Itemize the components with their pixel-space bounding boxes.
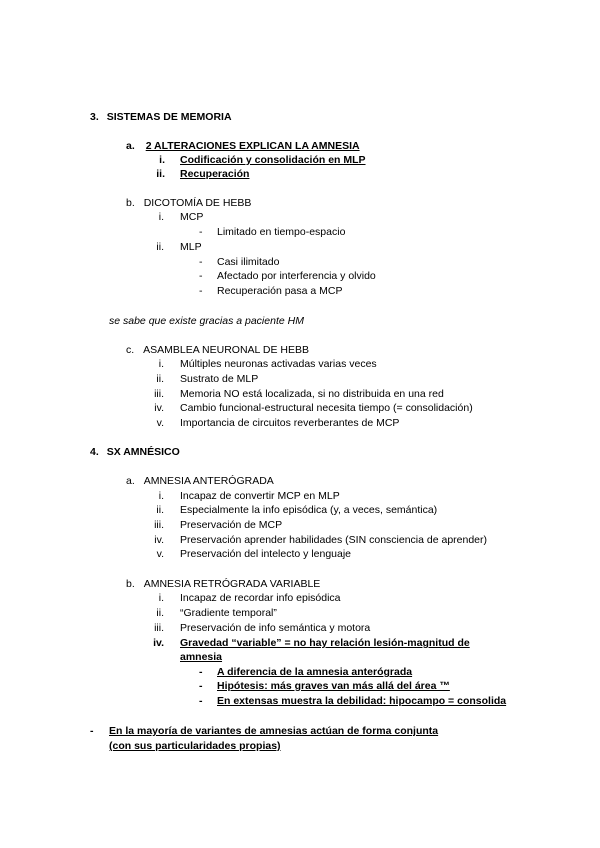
list-item xyxy=(150,548,352,561)
list-item xyxy=(150,402,473,415)
list-item xyxy=(150,534,488,547)
sub-bullet xyxy=(199,666,413,679)
sub-bullet-text: Casi ilimitado xyxy=(217,256,280,268)
item-text: MCP xyxy=(180,211,204,223)
item-text: Preservación de info semántica y motora xyxy=(180,622,371,634)
subsection-4a-marker: a. xyxy=(126,475,135,487)
item-text: Preservación de MCP xyxy=(180,519,283,531)
dash-bullet: - xyxy=(199,270,203,282)
list-item xyxy=(150,519,283,532)
subsection-4b-title: AMNESIA RETRÓGRADA VARIABLE xyxy=(143,578,321,590)
item-text: Recuperación xyxy=(180,168,250,180)
list-item xyxy=(150,417,400,430)
sub-bullet xyxy=(199,270,376,283)
dash-bullet: - xyxy=(199,256,203,268)
item-text: Múltiples neuronas activadas varias veces xyxy=(180,358,377,370)
dash-bullet: - xyxy=(199,285,203,297)
section-3-number: 3. xyxy=(90,111,99,123)
item-text: Memoria NO está localizada, si no distribuida en una red xyxy=(180,388,444,400)
item-marker: iii. xyxy=(154,519,164,531)
list-item xyxy=(150,388,444,401)
subsection-3c-title: ASAMBLEA NEURONAL DE HEBB xyxy=(143,344,310,356)
final-note xyxy=(90,725,439,738)
subsection-3a-heading xyxy=(126,140,360,153)
item-marker: ii. xyxy=(156,504,164,516)
item-marker: v. xyxy=(156,548,164,560)
item-marker: ii. xyxy=(156,607,164,619)
section-3-title: SISTEMAS DE MEMORIA xyxy=(106,111,232,123)
item-marker: ii. xyxy=(156,168,165,180)
italic-note: se sabe que existe gracias a paciente HM xyxy=(109,315,304,327)
subsection-3a-marker: a. xyxy=(126,140,135,152)
item-text: Gravedad “variable” = no hay relación lesión-magnitud de xyxy=(180,637,470,649)
item-marker: i. xyxy=(158,490,164,502)
list-item xyxy=(150,373,259,386)
list-item xyxy=(150,607,277,620)
dash-bullet: - xyxy=(199,695,203,707)
item-marker: iv. xyxy=(153,637,164,649)
list-item xyxy=(150,637,470,650)
dash-bullet: - xyxy=(199,680,203,692)
section-4-number: 4. xyxy=(90,446,99,458)
section-3-heading xyxy=(90,111,232,124)
final-note-text: En la mayoría de variantes de amnesias actúan de forma conjunta xyxy=(109,725,439,737)
list-item xyxy=(150,168,250,181)
final-note-continuation: (con sus particularidades propias) xyxy=(109,740,281,752)
list-item xyxy=(150,358,377,371)
subsection-4b-marker: b. xyxy=(126,578,135,590)
list-item xyxy=(150,592,341,605)
item-marker: iv. xyxy=(154,534,164,546)
item-marker: i. xyxy=(158,358,164,370)
item-text: Codificación y consolidación en MLP xyxy=(180,154,366,166)
item-text: Especialmente la info episódica (y, a veces, semántica) xyxy=(180,504,438,516)
section-4-title: SX AMNÉSICO xyxy=(106,446,180,458)
subsection-3b-heading xyxy=(126,197,251,210)
sub-bullet-text: Afectado por interferencia y olvido xyxy=(217,270,376,282)
item-marker: i. xyxy=(158,211,164,223)
sub-bullet xyxy=(199,226,346,239)
list-item xyxy=(150,622,371,635)
subsection-4a-title: AMNESIA ANTERÓGRADA xyxy=(143,475,274,487)
item-marker: ii. xyxy=(156,373,164,385)
list-item xyxy=(150,490,340,503)
sub-bullet xyxy=(199,680,450,693)
sub-bullet-text: Hipótesis: más graves van más allá del área ™ xyxy=(217,680,450,692)
subsection-3a-title: 2 ALTERACIONES EXPLICAN LA AMNESIA xyxy=(145,140,360,152)
item-marker: v. xyxy=(156,417,164,429)
list-item xyxy=(150,241,202,254)
item-text: Preservación aprender habilidades (SIN consciencia de aprender) xyxy=(180,534,488,546)
sub-bullet xyxy=(199,285,343,298)
item-marker: iii. xyxy=(154,622,164,634)
sub-bullet-text: Limitado en tiempo-espacio xyxy=(217,226,346,238)
dash-bullet: - xyxy=(90,725,94,737)
subsection-3b-title: DICOTOMÍA DE HEBB xyxy=(143,197,252,209)
sub-bullet-text: Recuperación pasa a MCP xyxy=(217,285,343,297)
item-text: Importancia de circuitos reverberantes de MCP xyxy=(180,417,400,429)
item-text: Cambio funcional-estructural necesita tiempo (= consolidación) xyxy=(180,402,473,414)
list-item xyxy=(150,154,366,167)
item-text: MLP xyxy=(180,241,202,253)
subsection-4a-heading xyxy=(126,475,274,488)
item-marker: iii. xyxy=(154,388,164,400)
subsection-3c-marker: c. xyxy=(126,344,135,356)
dash-bullet: - xyxy=(199,226,203,238)
subsection-3c-heading xyxy=(126,344,309,357)
item-text: Preservación del intelecto y lenguaje xyxy=(180,548,352,560)
item-marker: i. xyxy=(159,154,165,166)
sub-bullet-text: A diferencia de la amnesia anterógrada xyxy=(217,666,413,678)
subsection-3b-marker: b. xyxy=(126,197,135,209)
dash-bullet: - xyxy=(199,666,203,678)
list-item xyxy=(150,504,438,517)
subsection-4b-heading xyxy=(126,578,320,591)
item-text: Incapaz de recordar info episódica xyxy=(180,592,341,604)
item-text: Sustrato de MLP xyxy=(180,373,259,385)
sub-bullet-text: En extensas muestra la debilidad: hipocampo = consolida xyxy=(217,695,507,707)
item-marker: iv. xyxy=(154,402,164,414)
sub-bullet xyxy=(199,256,280,269)
item-marker: ii. xyxy=(156,241,164,253)
item-text: Incapaz de convertir MCP en MLP xyxy=(180,490,340,502)
list-item xyxy=(150,211,204,224)
item-text-continuation: amnesia xyxy=(180,651,223,663)
item-marker: i. xyxy=(158,592,164,604)
sub-bullet xyxy=(199,695,507,708)
section-4-heading xyxy=(90,446,180,459)
item-text: “Gradiente temporal” xyxy=(180,607,277,619)
